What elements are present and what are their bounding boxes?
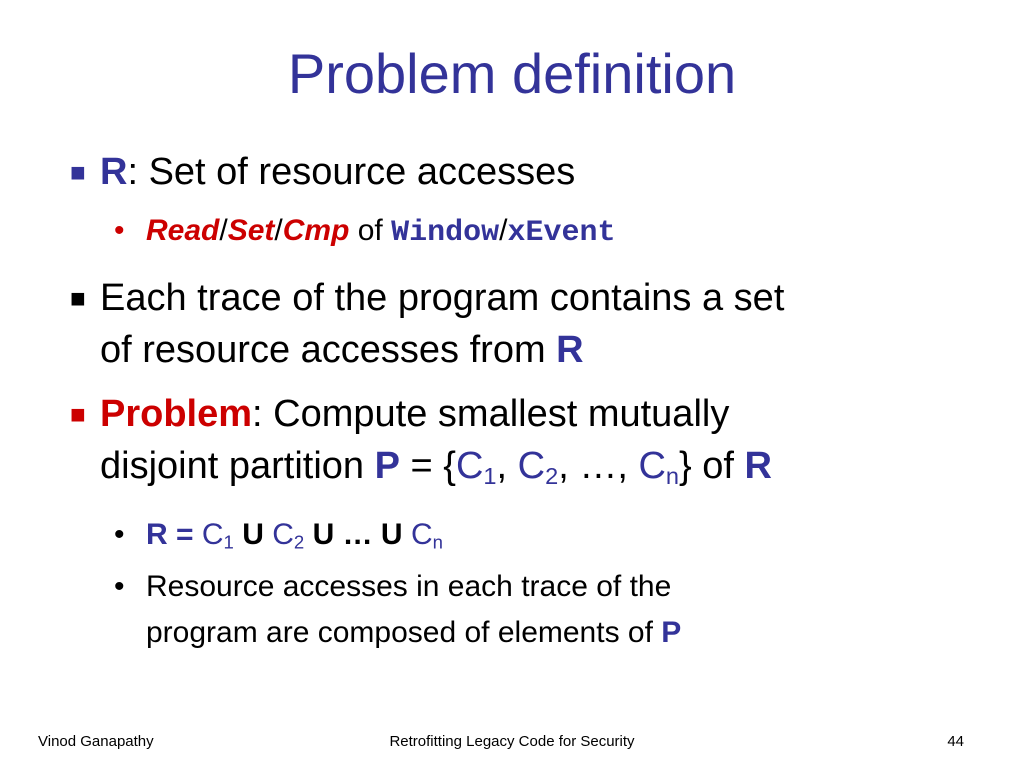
cmp-term: Cmp	[282, 214, 350, 247]
bullet-2-line-2: of resource accesses from	[100, 329, 557, 371]
bullet-3-line-2: disjoint partition	[100, 445, 375, 487]
page-number: 44	[947, 733, 964, 750]
sub-bullet-3-1	[114, 512, 986, 558]
sub-bullet-3-2-line-2: program are composed of elements of	[146, 616, 662, 649]
bullet-1	[70, 146, 980, 198]
c-symbol: C	[201, 518, 224, 551]
close-brace-of: } of	[679, 445, 745, 487]
dot-bullet-icon: •	[114, 518, 125, 551]
square-bullet-icon: ■	[70, 399, 86, 429]
footer-title: Retrofitting Legacy Code for Security	[389, 733, 635, 750]
sub-bullet-1-1	[114, 208, 986, 256]
r-symbol: R	[100, 151, 128, 193]
comma: ,	[496, 445, 518, 487]
c-symbol: C	[410, 518, 433, 551]
slide-title: Problem definition	[287, 42, 737, 105]
r-symbol: R	[556, 329, 584, 371]
sub-bullet-3-2-line-1: Resource accesses in each trace of the	[146, 570, 672, 603]
c-symbol: C	[455, 445, 484, 487]
ellipsis: , …,	[558, 445, 639, 487]
bullet-1-text: : Set of resource accesses	[127, 151, 576, 193]
union-ellipsis: U … U	[312, 518, 403, 551]
bullet-2	[70, 272, 980, 376]
subscript: 2	[293, 531, 305, 553]
square-bullet-icon: ■	[70, 157, 86, 187]
slash: /	[219, 214, 228, 247]
of-text: of	[349, 214, 392, 247]
p-symbol: P	[374, 445, 400, 487]
slash: /	[499, 214, 508, 247]
r-symbol: R	[744, 445, 772, 487]
union-symbol: U	[242, 518, 264, 551]
xevent-term: xEvent	[507, 216, 616, 250]
bullet-2-line-1: Each trace of the program contains a set	[100, 277, 785, 319]
subscript: 1	[483, 462, 497, 489]
c-symbol: C	[272, 518, 294, 551]
set-term: Set	[227, 214, 275, 247]
dot-bullet-icon: •	[114, 570, 125, 603]
r-equals: R =	[146, 518, 202, 551]
problem-term: Problem	[100, 393, 253, 435]
c-symbol: C	[517, 445, 546, 487]
subscript: 2	[545, 462, 559, 489]
subscript: 1	[223, 531, 234, 553]
c-symbol: C	[638, 445, 666, 487]
sub-bullet-3-2	[114, 564, 986, 656]
p-symbol: P	[661, 616, 682, 649]
bullet-3	[70, 388, 980, 492]
subscript: n	[432, 531, 443, 553]
slash: /	[274, 214, 283, 247]
footer-author: Vinod Ganapathy	[38, 733, 154, 750]
equals-brace: = {	[399, 445, 456, 487]
subscript: n	[665, 462, 679, 489]
bullet-3-line-1: : Compute smallest mutually	[252, 393, 730, 435]
dot-bullet-icon: •	[114, 214, 125, 247]
square-bullet-icon: ■	[70, 283, 86, 313]
read-term: Read	[146, 214, 220, 247]
window-term: Window	[391, 216, 500, 250]
